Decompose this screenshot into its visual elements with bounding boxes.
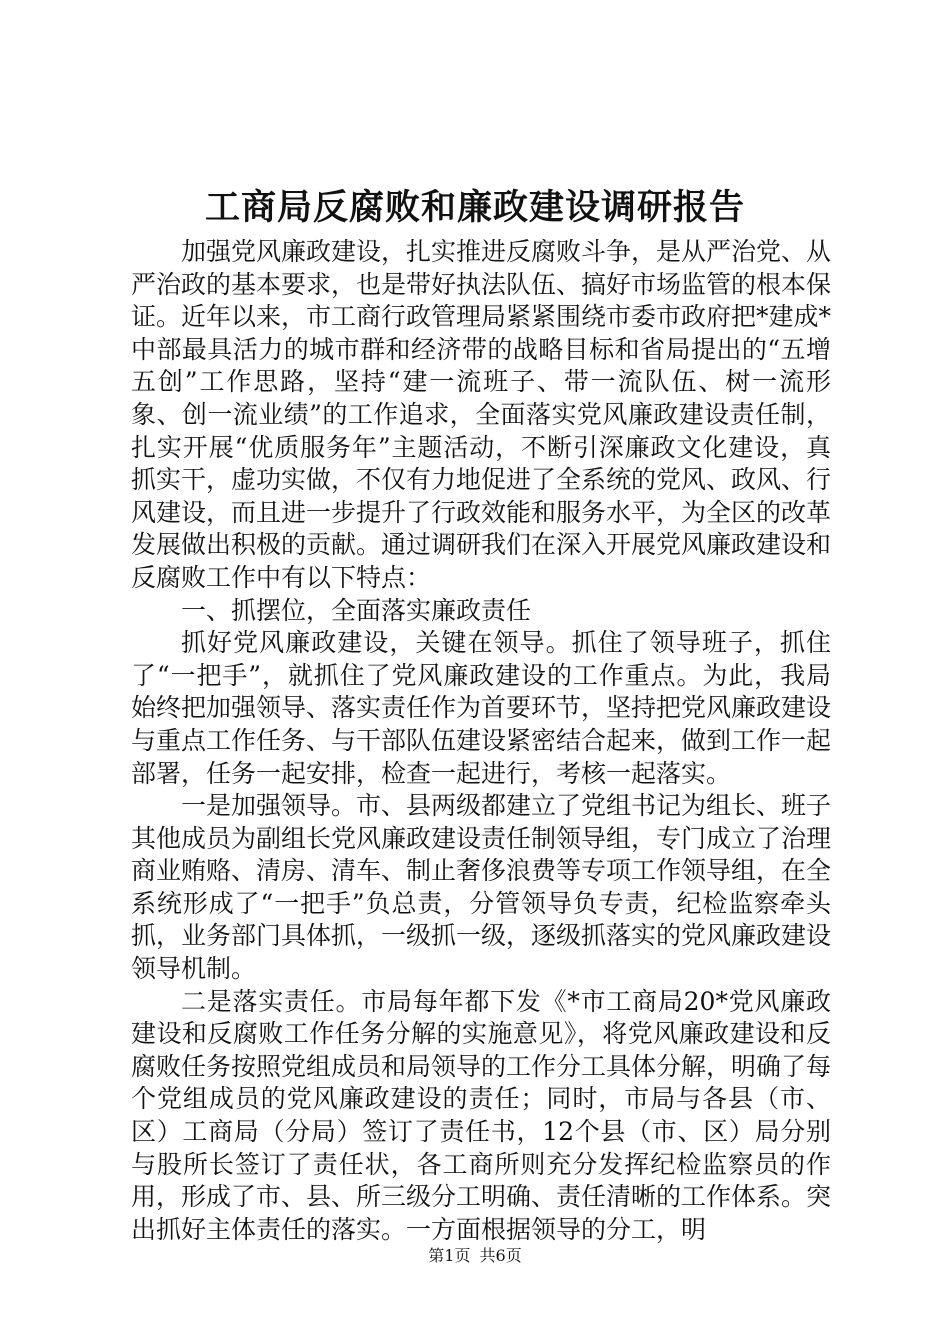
page-number: 第1页 — [428, 1246, 471, 1265]
paragraph-section-1: 抓好党风廉政建设，关键在领导。抓住了领导班子，抓住了“一把手”，就抓住了党风廉政建设的工作重点。为此，我局始终把加强领导、落实责任作为首要环节，坚持把党风廉政建设与重点工作任务、与干部队伍建设紧密结合起来，做到工作一起部署，任务一起安排，检查一起进行，考核一起落实。 — [131, 628, 832, 788]
page-total: 共6页 — [479, 1246, 522, 1265]
section-heading-1: 一、抓摆位，全面落实廉政责任 — [181, 595, 532, 625]
paragraph-strengthen-leadership: 一是加强领导。市、县两级都建立了党组书记为组长、班子其他成员为副组长党风廉政建设责任制领导组，专门成立了治理商业贿赂、清房、清车、制止奢侈浪费等专项工作领导组，在全系统形成了“一把手”负总责，分管领导负专责，纪检监察牵头抓，业务部门具体抓，一级抓一级，逐级抓落实的党风廉政建设领导机制。 — [131, 791, 832, 984]
document-body — [131, 236, 831, 1246]
document-title: 工商局反腐败和廉政建设调研报告 — [204, 187, 745, 228]
paragraph-implement-responsibility: 二是落实责任。市局每年都下发《*市工商局20*党风廉政建设和反腐败工作任务分解的实施意见》，将党风廉政建设和反腐败任务按照党组成员和局领导的工作分工具体分解，明确了每个党组成员的党风廉政建设的责任；同时，市局与各县（市、区）工商局（分局）签订了责任书，12个县（市、区）局分别与股所长签订了责任状，各工商所则充分发挥纪检监察员的作用，形成了市、县、所三级分工明确、责任清晰的工作体系。突出抓好主体责任的落实。一方面根据领导的分工，明 — [131, 986, 832, 1244]
page-footer — [0, 1245, 950, 1267]
paragraph-intro: 加强党风廉政建设，扎实推进反腐败斗争，是从严治党、从严治政的基本要求，也是带好执法队伍、搞好市场监管的根本保证。近年以来，市工商行政管理局紧紧围绕市委市政府把*建成*中部最具活力的城市群和经济带的战略目标和省局提出的“五增五创”工作思路，坚持“建一流班子、带一流队伍、树一流形象、创一流业绩”的工作追求，全面落实党风廉政建设责任制，扎实开展“优质服务年”主题活动，不断引深廉政文化建设，真抓实干，虚功实做，不仅有力地促进了全系统的党风、政风、行风建设，而且进一步提升了行政效能和服务水平，为全区的改革发展做出积极的贡献。通过调研我们在深入开展党风廉政建设和反腐败工作中有以下特点： — [131, 237, 832, 592]
